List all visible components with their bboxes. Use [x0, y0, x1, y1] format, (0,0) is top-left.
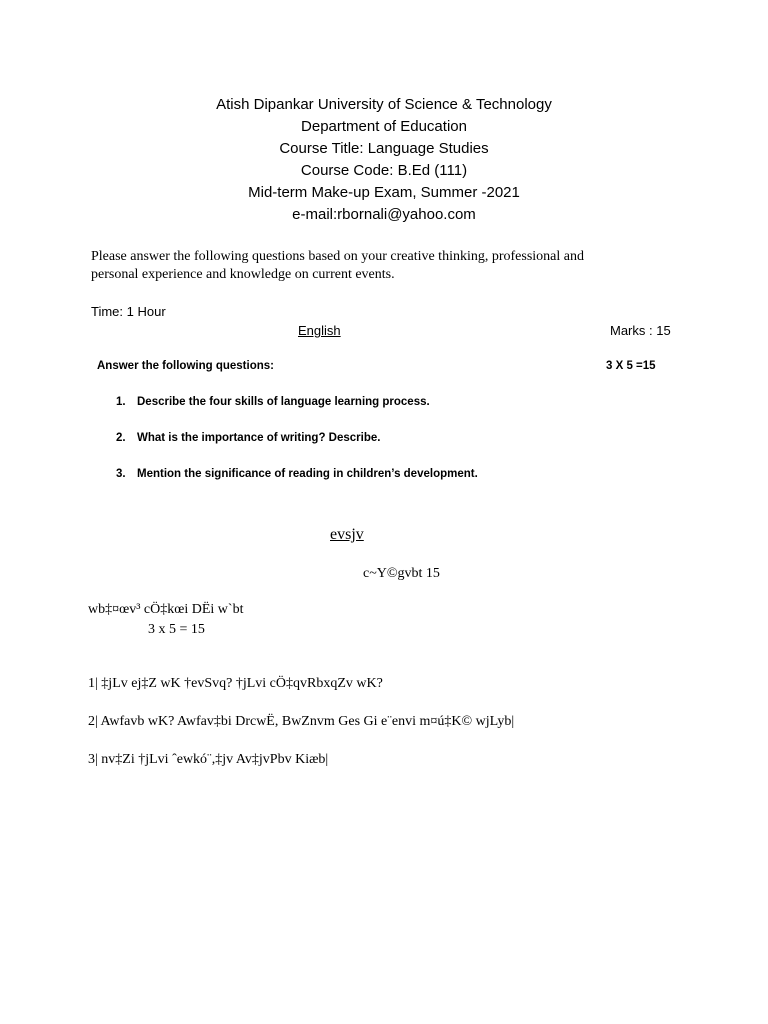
question-number: 1.	[116, 396, 126, 408]
question-number: 2.	[116, 432, 126, 444]
intro-paragraph	[91, 248, 651, 284]
bangla-instruction-marks: 3 x 5 = 15	[148, 622, 205, 637]
bangla-total-marks: c~Y©gvbt 15	[363, 566, 440, 581]
intro-line-2: personal experience and knowledge on current events.	[91, 267, 395, 282]
course-title: Course Title: Language Studies	[279, 140, 489, 157]
bangla-question-3: 3| nv‡Zi †jLvi ˆewkó¨,‡jv Av‡jvPbv Kiæb|	[88, 752, 329, 767]
question-text: What is the importance of writing? Describe.	[137, 432, 381, 444]
exam-time: Time: 1 Hour	[91, 304, 166, 319]
intro-line-1: Please answer the following questions based on your creative thinking, professional and	[91, 249, 584, 264]
bangla-instruction: wb‡¤œv³ cÖ‡kœi DËi w`bt	[88, 602, 244, 617]
exam-name: Mid-term Make-up Exam, Summer -2021	[248, 184, 520, 201]
question-text: Mention the significance of reading in children’s development.	[137, 468, 478, 480]
bangla-question-1: 1| ‡jLv ej‡Z wK †evSvq? †jLvi cÖ‡qvRbxqZv wK?	[88, 676, 383, 691]
contact-email: e-mail:rbornali@yahoo.com	[292, 206, 476, 223]
english-question-3	[116, 468, 478, 480]
english-question-2	[116, 432, 380, 444]
bangla-section-title: evsjv	[330, 526, 364, 543]
question-number: 3.	[116, 468, 126, 480]
university-name: Atish Dipankar University of Science & Technology	[216, 96, 552, 113]
english-total-marks: Marks : 15	[610, 323, 671, 338]
english-instruction: Answer the following questions:	[97, 360, 274, 372]
english-question-1	[116, 396, 430, 408]
english-section-title: English	[298, 323, 341, 338]
course-code: Course Code: B.Ed (111)	[300, 162, 468, 179]
bangla-question-2: 2| Awfavb wK? Awfav‡bi DrcwË, BwZnvm Ges Gi e¨envi m¤ú‡K© wjLyb|	[88, 714, 515, 729]
english-instruction-marks: 3 X 5 =15	[606, 360, 656, 372]
question-text: Describe the four skills of language learning process.	[137, 396, 430, 408]
department-name: Department of Education	[301, 118, 467, 135]
exam-header	[0, 94, 768, 226]
